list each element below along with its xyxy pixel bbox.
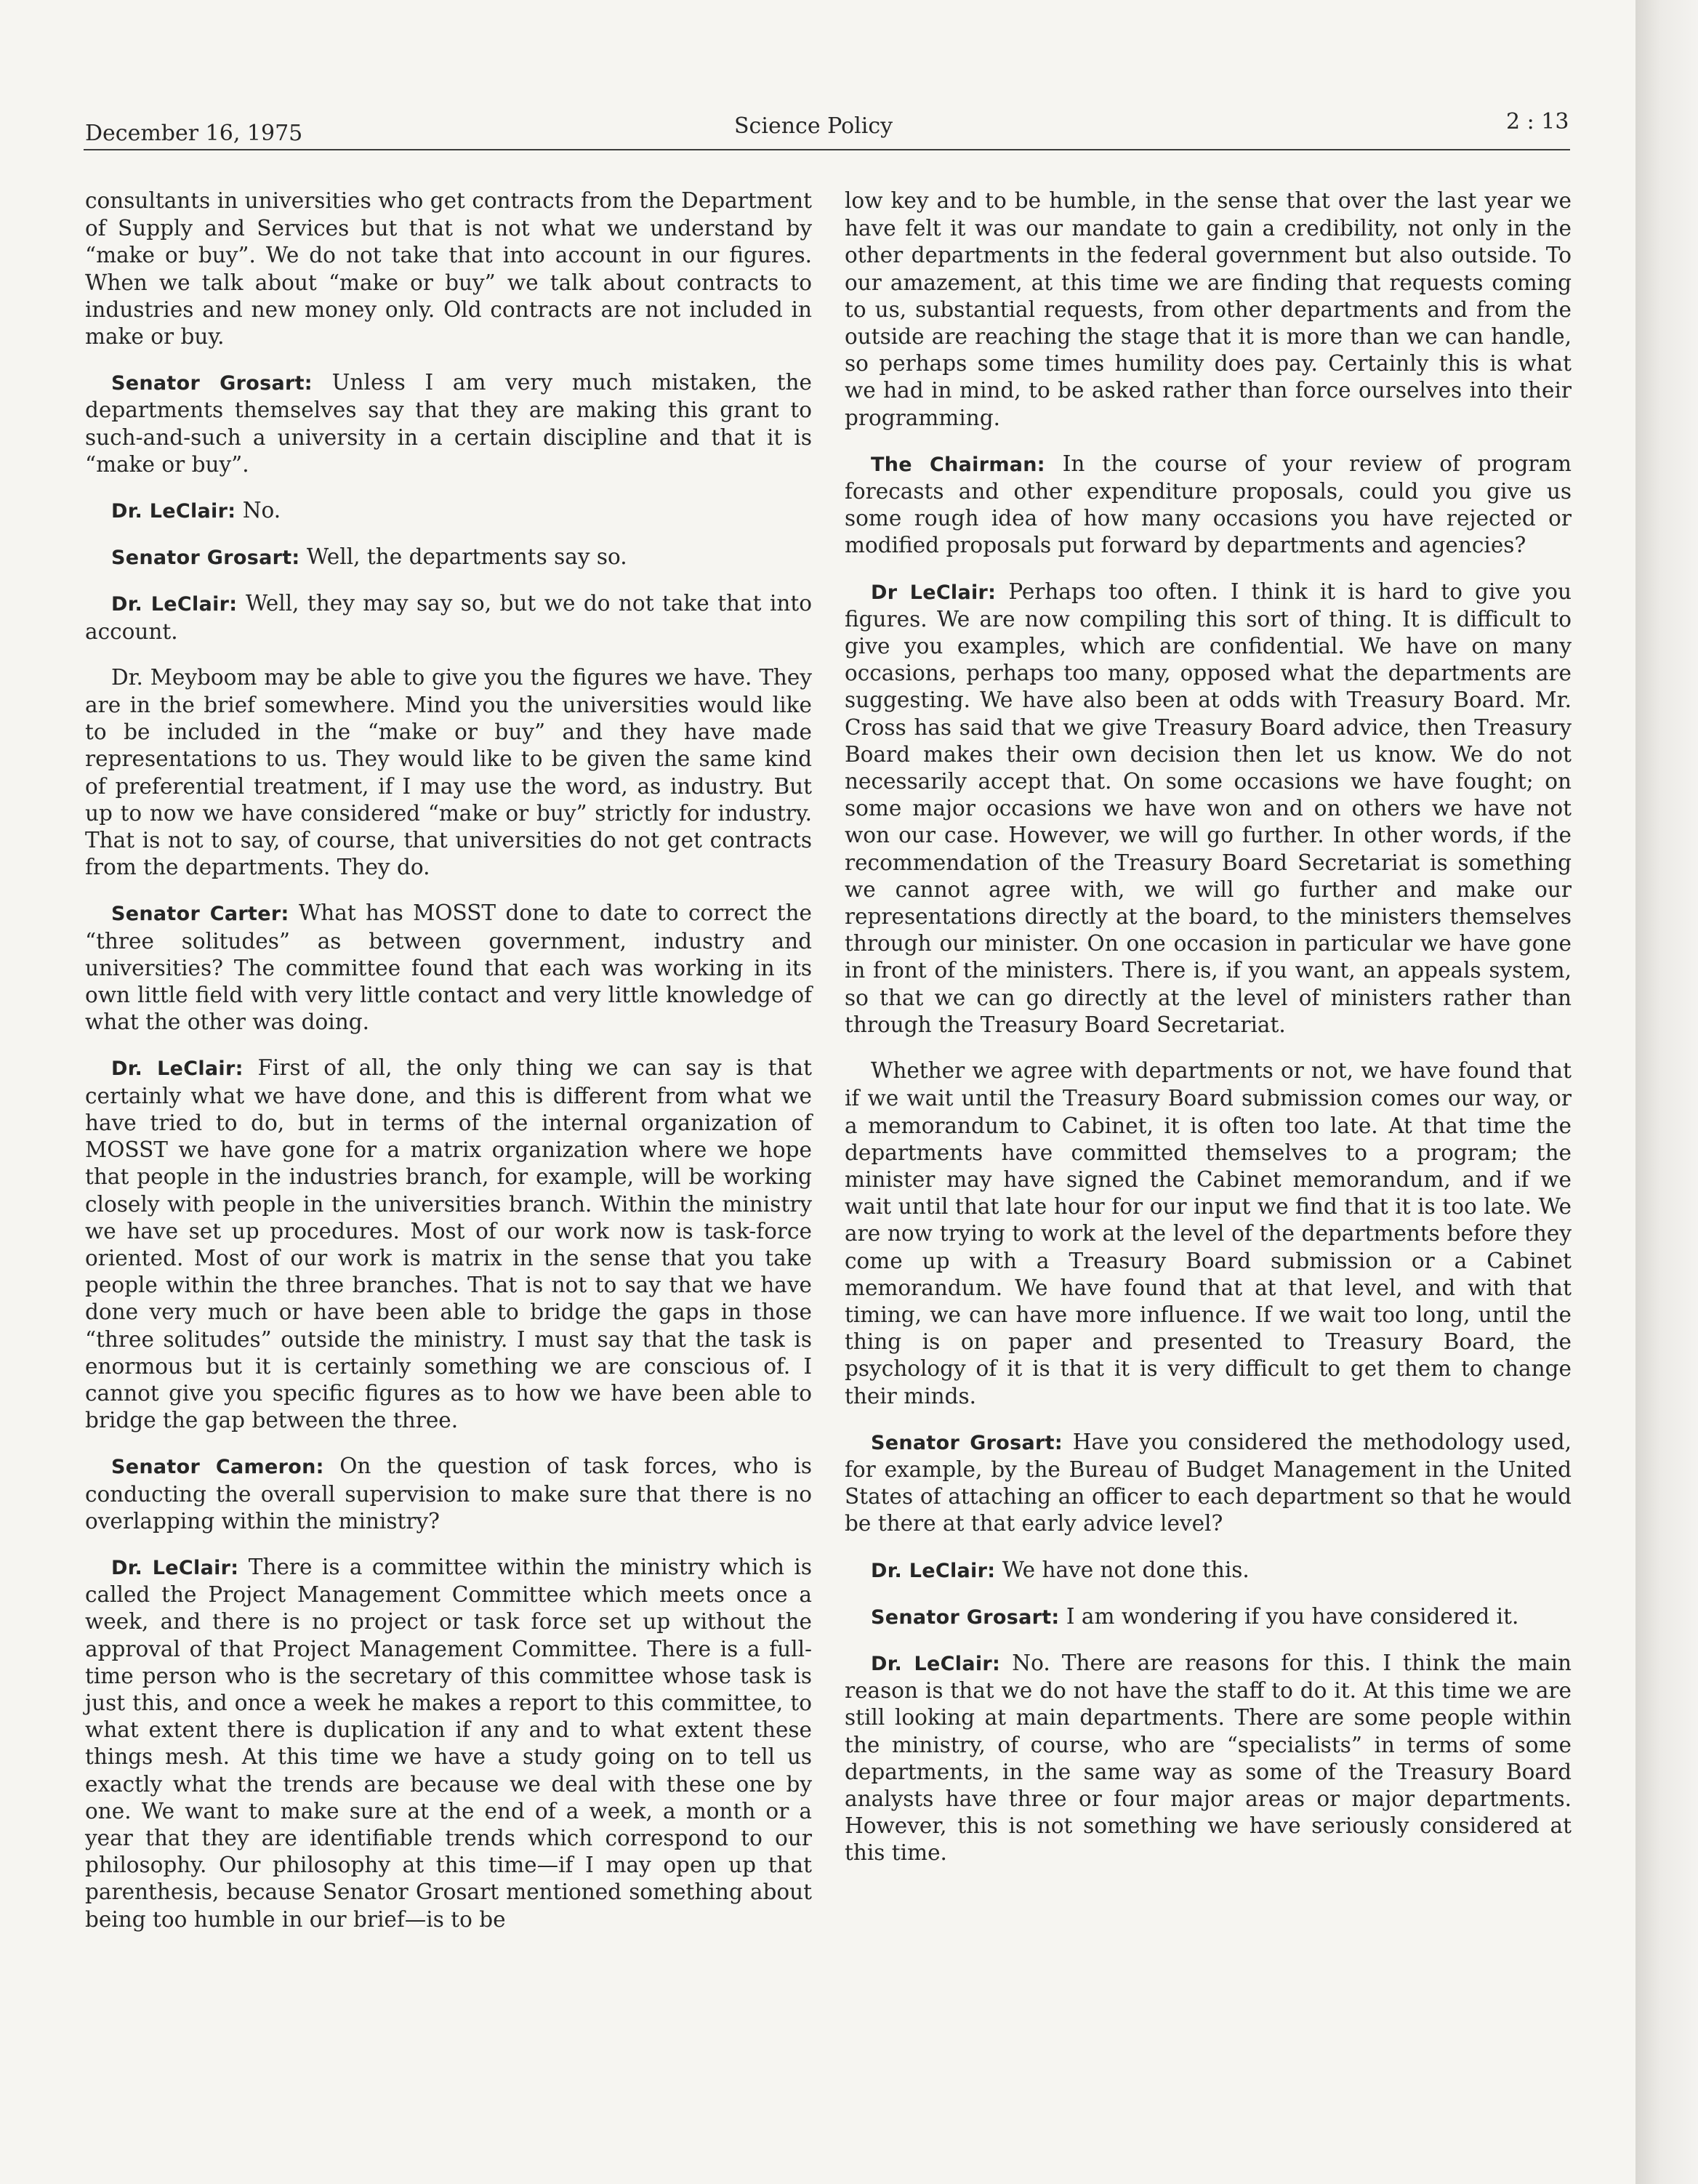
paragraph: [845, 1650, 1572, 1867]
paragraph-text: On the question of task forces, who is conducting the overall supervision to make sure that there is no overlapping within the ministry?: [85, 1454, 812, 1534]
paragraph: [85, 1453, 812, 1535]
paragraph-text: low key and to be humble, in the sense that over the last year we have felt it was our mandate to gain a credibility, not only in the other departments in the federal government but also outside. To our amazement, at this time we are finding that requests coming to us, substantial requests, from other departments and from the outside are reaching the stage that it is more than we can handle, so perhaps some times humility does pay. Certainly this is what we had in mind, to be asked rather than force ourselves into their programming.: [845, 188, 1572, 430]
left-column: [85, 188, 812, 1952]
speaker-name: Senator Grosart:: [111, 547, 300, 570]
paragraph-text: No. There are reasons for this. I think the main reason is that we do not have the staff to do it. At this time we are still looking at main departments. There are some people within the ministry, of course, who are “specialists” in terms of some departments, in the same way as some of the Treasury Board analysts have three or four major areas or major departments. However, this is not something we have seriously considered at this time.: [845, 1650, 1572, 1866]
paragraph: [845, 451, 1572, 560]
speaker-name: Dr LeClair:: [871, 581, 997, 604]
speaker-name: Senator Grosart:: [871, 1605, 1060, 1629]
paragraph: [845, 1557, 1572, 1584]
speaker-name: Dr. LeClair:: [111, 1556, 239, 1579]
header-title: Science Policy: [734, 113, 893, 139]
paragraph-text: Well, they may say so, but we do not take that into account.: [85, 591, 812, 644]
paragraph: [85, 188, 812, 350]
page-spine-edge: [1635, 0, 1698, 2184]
paragraph-text: We have not done this.: [995, 1557, 1250, 1582]
paragraph: [845, 188, 1572, 432]
paragraph-text: Have you considered the methodology used, for example, by the Bureau of Budget Management in the United States of attaching an officer to each department so that he would be there at that early advice level?: [845, 1429, 1572, 1536]
paragraph: [85, 544, 812, 571]
page-header: [0, 108, 1635, 151]
paragraph-text: Whether we agree with departments or not, we have found that if we wait until the Treasury Board submission comes our way, or a memorandum to Cabinet, it is often too late. At that time the departments have committed themselves to a program; the minister may have signed the Cabinet memorandum, and if we wait until that late hour for our input we find that it is too late. We are now trying to work at the level of the departments before they come up with a Treasury Board submission or a Cabinet memorandum. We have found that at that level, and with that timing, we can have more influence. If we wait too long, until the thing is on paper and presented to Treasury Board, the psychology of it is that it is very difficult to get them to change their minds.: [845, 1058, 1572, 1409]
paragraph: [85, 1055, 812, 1434]
speaker-name: Dr. LeClair:: [111, 593, 238, 616]
header-rule: [84, 149, 1570, 150]
speaker-name: Dr. LeClair:: [871, 1559, 996, 1582]
paragraph-text: No.: [236, 498, 281, 523]
paragraph-text: Dr. Meyboom may be able to give you the figures we have. They are in the brief somewhere. Mind you the universities would like to be included in the “make or buy” and they have made representations to us. They would like to be given the same kind of preferential treatment, if I may use the word, as industry. But up to now we have considered “make or buy” strictly for industry. That is not to say, of course, that universities do not get contracts from the departments. They do.: [85, 664, 812, 880]
paragraph: [845, 579, 1572, 1039]
speaker-name: Senator Carter:: [111, 903, 289, 926]
paragraph: [85, 590, 812, 645]
speaker-name: Dr. LeClair:: [111, 500, 236, 523]
speaker-name: The Chairman:: [871, 453, 1045, 476]
header-page-number: 2 : 13: [1506, 109, 1569, 134]
speaker-name: Senator Grosart:: [871, 1431, 1063, 1454]
paragraph-text: What has MOSST done to date to correct the “three solitudes” as between government, industry and universities? The committee found that each was working in its own little field with very little contact and very little knowledge of what the other was doing.: [85, 900, 812, 1035]
paragraph: [845, 1603, 1572, 1631]
right-column: [845, 188, 1572, 1886]
paragraph: [85, 369, 812, 478]
paragraph: [845, 1429, 1572, 1538]
paragraph-text: consultants in universities who get contracts from the Department of Supply and Services but that is not what we understand by “make or buy”. We do not take that into account in our figures. When we talk about “make or buy” we talk about contracts to industries and new money only. Old contracts are not included in make or buy.: [85, 188, 812, 350]
paragraph: [85, 900, 812, 1036]
speaker-name: Senator Cameron:: [111, 1456, 324, 1479]
paragraph-text: Perhaps too often. I think it is hard to give you figures. We are now compiling this sort of thing. It is difficult to give you examples, which are confidential. We have on many occasions, perhaps too many, opposed what the departments are suggesting. We have also been at odds with Treasury Board. Mr. Cross has said that we give Treasury Board advice, then Treasury Board makes their own decision then let us know. We do not necessarily accept that. On some occasions we have fought; on some major occasions we have won and on others we have not won our case. However, we will go further. In other words, if the recommendation of the Treasury Board Secretariat is something we cannot agree with, we will go further and make our representations directly at the board, to the ministers themselves through our minister. On one occasion in particular we have gone in front of the ministers. There is, if you want, an appeals system, so that we can go directly at the level of ministers rather than through the Treasury Board Secretariat.: [845, 579, 1572, 1037]
speaker-name: Dr. LeClair:: [111, 1057, 244, 1081]
header-date: December 16, 1975: [85, 121, 303, 146]
speaker-name: Senator Grosart:: [111, 372, 313, 395]
paragraph-text: In the course of your review of program forecasts and other expenditure proposals, could you give us some rough idea of how many occasions you have rejected or modified proposals put forward by departments and agencies?: [845, 451, 1572, 558]
paragraph-text: First of all, the only thing we can say is that certainly what we have done, and this is different from what we have tried to do, but in terms of the internal organization of MOSST we have gone for a matrix organization where we hope that people in the industries branch, for example, will be working closely with people in the universities branch. Within the ministry we have set up procedures. Most of our work now is task-force oriented. Most of our work is matrix in the sense that you take people within the three branches. That is not to say that we have done very much or have been able to bridge the gaps in those “three solitudes” outside the ministry. I must say that the task is enormous but it is certainly something we are conscious of. I cannot give you specific figures as to how we have been able to bridge the gap between the three.: [85, 1055, 812, 1433]
speaker-name: Dr. LeClair:: [871, 1652, 1001, 1675]
paragraph-text: I am wondering if you have considered it.: [1059, 1603, 1519, 1629]
paragraph-text: Well, the departments say so.: [299, 544, 627, 570]
paragraph: [85, 664, 812, 882]
paragraph-text: Unless I am very much mistaken, the departments themselves say that they are making this grant to such-and-such a university in a certain discipline and that it is “make or buy”.: [85, 370, 812, 477]
paragraph: [85, 497, 812, 525]
paragraph-text: There is a committee within the ministry which is called the Project Management Committee which meets once a week, and there is no project or task force set up without the approval of that Project Management Committee. There is a full-time person who is the secretary of this committee whose task is just this, and once a week he makes a report to this committee, to what extent there is duplication if any and to what extent these things mesh. At this time we have a study going on to tell us exactly what the trends are because we deal with these one by one. We want to make sure at the end of a week, a month or a year that they are identifiable trends which correspond to our philosophy. Our philosophy at this time—if I may open up that parenthesis, because Senator Grosart mentioned something about being too humble in our brief—is to be: [85, 1554, 812, 1932]
paragraph: [85, 1554, 812, 1933]
paragraph: [845, 1057, 1572, 1410]
